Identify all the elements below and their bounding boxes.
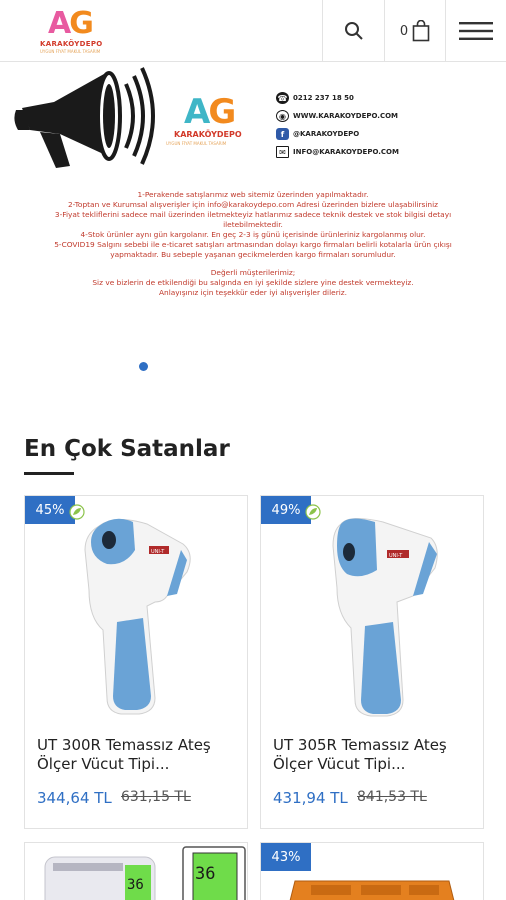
product-card[interactable] xyxy=(24,842,248,900)
svg-text:36: 36 xyxy=(195,864,216,884)
megaphone-icon xyxy=(10,62,156,174)
contact-mail-text: INFO@KARAKOYDEPO.COM xyxy=(293,148,399,156)
notice-line: 5-COVID19 Salgını sebebi ile e-ticaret satışları artmasından dolayı kargo firmaları belirli kotalarla ürün çıkışı yapmaktadır. Bu sebeple yaşanan gecikmelerden kargo firmaları sorumludur. xyxy=(54,240,452,259)
contact-web-text: WWW.KARAKOYDEPO.COM xyxy=(293,112,399,120)
svg-text:UNI-T: UNI-T xyxy=(151,549,165,555)
notice-line: 1-Perakende satışlarımız web sitemiz üzerinden yapılmaktadır. xyxy=(137,190,369,199)
product-old-price: 841,53 TL xyxy=(357,789,427,805)
contact-web xyxy=(276,107,476,125)
section-title: En Çok Satanlar xyxy=(24,436,230,462)
banner-logo-letters: AG xyxy=(184,92,235,132)
discount-badge: 49% xyxy=(261,496,311,524)
product-price: 344,64 TL xyxy=(37,789,112,807)
product-image xyxy=(261,843,483,900)
globe-icon: ◉ xyxy=(276,110,289,122)
logo-letters: AG xyxy=(48,6,92,41)
contact-list xyxy=(276,89,476,161)
search-icon xyxy=(344,21,364,41)
thermometer-image xyxy=(25,843,247,900)
logo-name: KARAKÖYDEPO xyxy=(40,40,103,48)
closing-line: Anlayışınız için teşekkür eder iyi alışverişler dileriz. xyxy=(158,288,348,297)
closing-line: Siz ve bizlerin de etkilendiği bu salgında en iyi şekilde sizlere yine destek vermekteyiz. xyxy=(92,278,414,287)
product-card[interactable] xyxy=(260,842,484,900)
product-price: 431,94 TL xyxy=(273,789,348,807)
product-old-price: 631,15 TL xyxy=(121,789,191,805)
contact-phone xyxy=(276,89,476,107)
product-name[interactable]: UT 305R Temassız Ateş Ölçer Vücut Tipi... xyxy=(273,736,447,773)
notice-text xyxy=(40,190,466,298)
menu-button[interactable] xyxy=(445,0,506,62)
svg-text:36: 36 xyxy=(127,877,144,893)
svg-text:UNI-T: UNI-T xyxy=(389,553,403,559)
banner-logo-tagline: UYGUN FİYAT MAKUL TASARIM xyxy=(166,141,227,146)
contact-facebook xyxy=(276,125,476,143)
discount-badge: 45% xyxy=(25,496,75,524)
notice-line: 3-Fiyat tekliflerini sadece mail üzerinden iletmekteyiz hatlarımız sadece teknik destek ve stok bilgisi detayı iletebilmektedir. xyxy=(54,210,452,229)
closing-line: Değerli müşterilerimiz; xyxy=(210,268,296,277)
contact-facebook-text: @KARAKOYDEPO xyxy=(293,130,360,138)
contact-mail xyxy=(276,143,476,161)
facebook-icon: f xyxy=(276,128,289,140)
product-name[interactable]: UT 300R Temassız Ateş Ölçer Vücut Tipi... xyxy=(37,736,211,773)
site-logo[interactable] xyxy=(38,6,104,56)
cart-button[interactable] xyxy=(384,0,445,62)
notice-line: 4-Stok ürünler aynı gün kargolanır. En geç 2-3 iş günü içerisinde ürünleriniz kargolanmış olur. xyxy=(80,230,426,239)
phone-icon: ☎ xyxy=(277,93,288,103)
product-card[interactable] xyxy=(24,495,248,829)
hamburger-menu-icon xyxy=(459,21,493,41)
site-header xyxy=(0,0,506,62)
notice-line: 2-Toptan ve Kurumsal alışverişler için info@karakoydepo.com Adresi üzerinden bizlere ulaşabilirsiniz xyxy=(67,200,438,209)
mail-icon: ✉ xyxy=(276,146,289,158)
cart-count: 0 xyxy=(399,23,409,39)
product-card[interactable] xyxy=(260,495,484,829)
logo-tagline: UYGUN FİYAT MAKUL TASARIM xyxy=(40,49,101,54)
banner-logo xyxy=(166,92,246,152)
section-title-underline xyxy=(24,472,74,475)
banner-logo-name: KARAKÖYDEPO xyxy=(174,130,242,139)
thermometer-image xyxy=(55,510,215,720)
search-button[interactable] xyxy=(322,0,384,62)
discount-badge: 43% xyxy=(261,843,311,871)
thermometer-image xyxy=(291,510,451,720)
shopping-bag-icon xyxy=(412,20,430,42)
contact-phone-text: 0212 237 18 50 xyxy=(293,94,354,102)
slider-dot-active[interactable] xyxy=(139,362,148,371)
